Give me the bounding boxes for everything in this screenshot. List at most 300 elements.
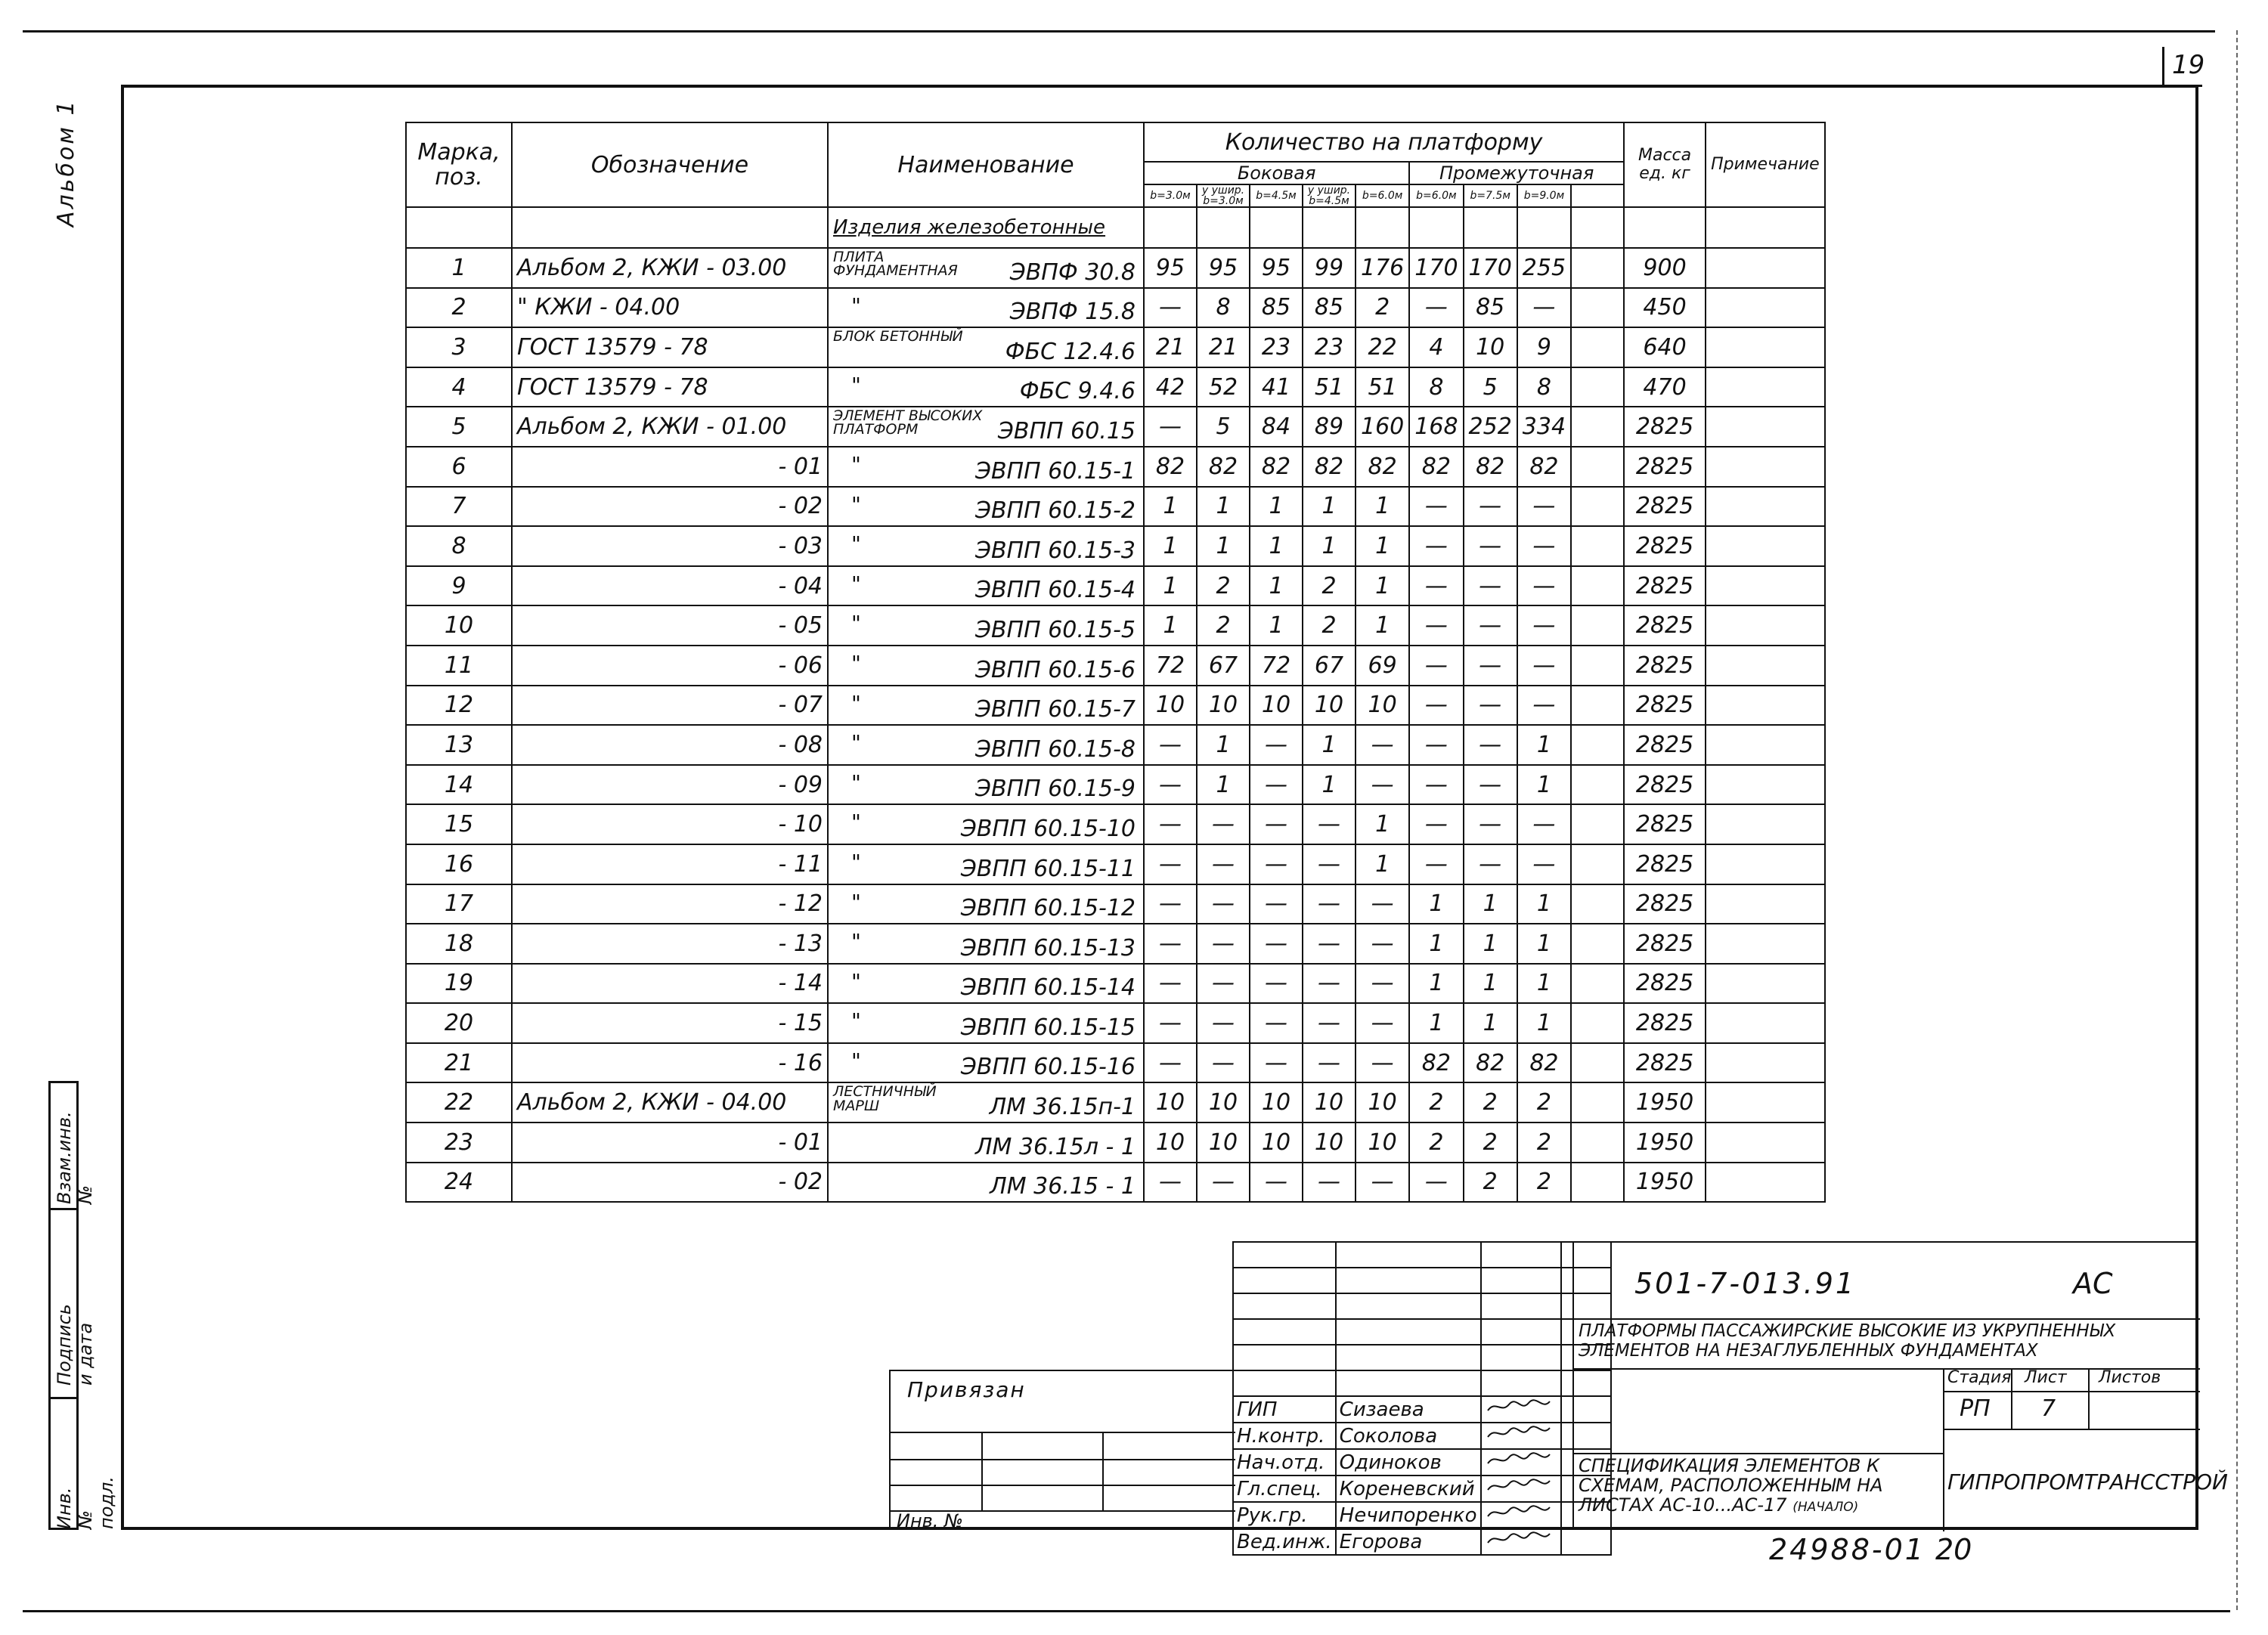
cell-quantity: — [1409,804,1463,844]
cell-quantity: 84 [1250,407,1303,447]
cell-quantity: 2 [1356,288,1409,328]
cell-designation: Альбом 2, КЖИ - 01.00 [512,407,828,447]
cell-quantity: 1 [1517,725,1571,765]
cell-empty [1571,686,1624,726]
header-mass: Масса ед. кг [1624,122,1706,207]
person-name: Одиноков [1336,1449,1481,1476]
name-prefix: " [851,571,861,596]
cell-quantity: 2 [1409,1123,1463,1163]
name-prefix: " [851,730,861,756]
cell-note [1706,1043,1825,1083]
cell-quantity: 1 [1464,1003,1517,1043]
name-designation: ЭВПП 60.15-6 [975,656,1136,683]
name-prefix: " [851,451,861,477]
cell-quantity: 1 [1464,884,1517,924]
signature-mark [1481,1502,1561,1528]
cell-quantity: — [1144,844,1197,884]
table-row [406,566,1825,606]
name-designation: ЭВПП 60.15 [997,417,1136,444]
cell-quantity: 95 [1250,248,1303,288]
person-name: Кореневский [1336,1476,1481,1502]
cell-mark: 24 [406,1163,512,1203]
signature-mark [1481,1476,1561,1502]
cell-quantity: 95 [1144,248,1197,288]
cell-quantity: 1 [1144,487,1197,527]
cell-quantity: 82 [1517,447,1571,487]
cell-quantity: — [1250,1003,1303,1043]
cell-mass: 2825 [1624,765,1706,805]
name-prefix: " [851,491,861,517]
cell-quantity: 85 [1303,288,1356,328]
left-stamp-strip [48,1081,117,1530]
cell-quantity: 85 [1464,288,1517,328]
signature-mark [1481,1423,1561,1449]
cell-quantity: — [1409,526,1463,566]
table-row [406,1043,1825,1083]
cell-quantity: — [1144,1163,1197,1203]
cell-quantity: 42 [1144,367,1197,407]
cell-mass: 2825 [1624,804,1706,844]
cell-quantity: 10 [1250,686,1303,726]
header-intermediate: Промежуточная [1409,162,1624,184]
table-row [406,924,1825,964]
role-label: ГИП [1233,1396,1336,1423]
cell-quantity: 10 [1356,686,1409,726]
footer-page: 20 [1935,1533,1972,1566]
signature-row [1233,1268,1611,1293]
signature-body [1233,1242,1611,1555]
cell-quantity: — [1144,288,1197,328]
cell-empty [1571,447,1624,487]
cell-quantity: 52 [1197,367,1250,407]
cell-mass: 2825 [1624,1003,1706,1043]
cell-name [828,725,1144,765]
cell-name [828,765,1144,805]
cell-mass: 2825 [1624,924,1706,964]
cell-quantity: — [1197,1163,1250,1203]
cell-mass: 2825 [1624,725,1706,765]
cell-name [828,288,1144,328]
cell-quantity: — [1250,884,1303,924]
blank-cell [1481,1345,1561,1370]
cell-designation: ГОСТ 13579 - 78 [512,367,828,407]
cell-quantity: 8 [1197,288,1250,328]
cell-note [1706,964,1825,1004]
blank-cell [1481,1319,1561,1345]
cell-quantity: — [1250,844,1303,884]
cell-quantity: — [1409,288,1463,328]
cell-quantity: — [1464,765,1517,805]
cell-empty [1571,844,1624,884]
cell-name [828,686,1144,726]
cell-quantity: — [1144,804,1197,844]
role-label: Нач.отд. [1233,1449,1336,1476]
name-prefix: ЛЕСТНИЧНЫЙ МАРШ [833,1083,937,1114]
cell-quantity: — [1197,1003,1250,1043]
signature-row [1233,1476,1611,1502]
header-row-1 [406,122,1825,162]
cell-quantity: 252 [1464,407,1517,447]
cell-note [1706,924,1825,964]
stage-value: РП [1960,1395,1991,1422]
blank-cell [1233,1345,1336,1370]
name-prefix: " [851,849,861,875]
cell-empty [1571,407,1624,447]
cell-empty [1571,367,1624,407]
name-designation: ЭВПП 60.15-15 [960,1014,1136,1041]
cell-mark: 1 [406,248,512,288]
cell-quantity: 1 [1250,605,1303,646]
table-row [406,1003,1825,1043]
table-row [406,964,1825,1004]
cell-name [828,1082,1144,1123]
cell-quantity: — [1197,1043,1250,1083]
cell-quantity: — [1250,964,1303,1004]
cell-empty [1571,566,1624,606]
cell-quantity: 1 [1197,765,1250,805]
name-prefix: " [851,810,861,835]
cell-quantity: — [1464,686,1517,726]
cell-mark: 22 [406,1082,512,1123]
name-prefix: " [851,611,861,636]
cell-quantity: — [1464,646,1517,686]
cell-quantity: — [1517,487,1571,527]
sub-header: b=6.0м [1409,184,1463,207]
cell-designation: ГОСТ 13579 - 78 [512,327,828,367]
cell-mark: 20 [406,1003,512,1043]
signature-row [1233,1449,1611,1476]
cell-quantity: — [1409,605,1463,646]
cell-quantity: 23 [1250,327,1303,367]
cell-quantity: 2 [1197,566,1250,606]
cell-mass: 2825 [1624,526,1706,566]
name-designation: ЭВПП 60.15-8 [975,735,1136,763]
cell-designation: - 12 [512,884,828,924]
cell-note [1706,1003,1825,1043]
cell-empty [1571,1043,1624,1083]
cell-quantity: 10 [1356,1123,1409,1163]
cell-quantity: 5 [1464,367,1517,407]
cell-note [1706,526,1825,566]
sheet-label: Лист [2025,1368,2067,1387]
cell-quantity: — [1250,1163,1303,1203]
cell-quantity: 67 [1303,646,1356,686]
top-border-line [23,30,2215,33]
cell-note [1706,248,1825,288]
cell-quantity: 21 [1197,327,1250,367]
cell-quantity: 82 [1409,447,1463,487]
cell-quantity: — [1409,686,1463,726]
cell-mass: 2825 [1624,566,1706,606]
cell-quantity: 1 [1250,526,1303,566]
cell-quantity: 82 [1144,447,1197,487]
cell-quantity: 1 [1517,765,1571,805]
cell-quantity: — [1303,844,1356,884]
name-prefix: " [851,650,861,676]
cell-quantity: — [1356,1003,1409,1043]
cell-quantity: 82 [1409,1043,1463,1083]
cell-name [828,566,1144,606]
sheet-number: 19 [2172,50,2205,80]
cell-quantity: — [1356,964,1409,1004]
cell-mark: 19 [406,964,512,1004]
cell-quantity: 176 [1356,248,1409,288]
signature-row [1233,1370,1611,1396]
cell-quantity: 72 [1250,646,1303,686]
cell-quantity: 82 [1303,447,1356,487]
header-name: Наименование [828,122,1144,207]
cell-mass: 2825 [1624,605,1706,646]
cell-empty [1571,646,1624,686]
table-row [406,725,1825,765]
cell-empty [1571,924,1624,964]
header-side: Боковая [1144,162,1409,184]
inv-orig-label: Инв.№ подл. [54,1476,117,1529]
name-designation: ЭВПП 60.15-3 [975,537,1136,564]
name-designation: ЛМ 36.15л - 1 [974,1133,1136,1160]
cell-name [828,1163,1144,1203]
signature-row [1233,1319,1611,1345]
cell-note [1706,884,1825,924]
table-row [406,844,1825,884]
cell-note [1706,566,1825,606]
cell-mass: 2825 [1624,487,1706,527]
cell-designation: - 09 [512,765,828,805]
cell-quantity: 2 [1464,1163,1517,1203]
table-row [406,804,1825,844]
signature-row [1233,1242,1611,1268]
name-prefix: " [851,929,861,955]
cell-quantity: — [1250,765,1303,805]
cell-name [828,1123,1144,1163]
cell-quantity: 1 [1303,526,1356,566]
blank-cell [1481,1370,1561,1396]
role-label: Вед.инж. [1233,1528,1336,1555]
cell-mass: 2825 [1624,964,1706,1004]
cell-quantity: 2 [1464,1123,1517,1163]
cell-quantity: — [1303,1003,1356,1043]
cell-quantity: — [1303,804,1356,844]
cell-quantity: — [1517,288,1571,328]
cell-name [828,844,1144,884]
cell-mark: 9 [406,566,512,606]
cell-mark: 11 [406,646,512,686]
table-row [406,367,1825,407]
table-row [406,327,1825,367]
name-prefix: ПЛИТА ФУНДАМЕНТНАЯ [833,249,958,280]
cell-quantity: — [1303,964,1356,1004]
cell-quantity: 1 [1409,964,1463,1004]
name-designation: ЛМ 36.15 - 1 [990,1173,1136,1200]
cell-quantity: 1 [1356,605,1409,646]
cell-quantity: — [1144,765,1197,805]
sub-header: b=3.0м [1144,184,1197,207]
cell-quantity: 1 [1356,526,1409,566]
blank-cell [1481,1293,1561,1319]
cell-quantity: 89 [1303,407,1356,447]
cell-quantity: — [1356,1043,1409,1083]
blank-cell [1233,1242,1336,1268]
cell-quantity: 10 [1250,1082,1303,1123]
cell-designation: - 05 [512,605,828,646]
cell-empty [1571,1123,1624,1163]
header-note: Примечание [1706,122,1825,207]
name-prefix: " [851,1048,861,1073]
cell-quantity: — [1517,804,1571,844]
cell-mark: 17 [406,884,512,924]
blank-cell [1336,1319,1481,1345]
table-row [406,1123,1825,1163]
cell-empty [1571,487,1624,527]
blank-cell [1336,1345,1481,1370]
cell-quantity: — [1303,1043,1356,1083]
cell-designation: - 02 [512,487,828,527]
cell-quantity: 2 [1517,1082,1571,1123]
cell-mark: 18 [406,924,512,964]
doc-code: 501-7-013.91 [1634,1267,1857,1300]
cell-quantity: 95 [1197,248,1250,288]
cell-quantity: — [1197,884,1250,924]
blank-cell [1481,1268,1561,1293]
cell-name [828,487,1144,527]
name-prefix: ЭЛЕМЕНТ ВЫСОКИХ ПЛАТФОРМ [833,407,983,438]
cell-quantity: — [1250,804,1303,844]
signature-mark [1481,1449,1561,1476]
specification-table [405,122,1826,1203]
table-row [406,288,1825,328]
name-prefix: " [851,531,861,557]
name-designation: ФБС 9.4.6 [1019,378,1136,405]
cell-quantity: 10 [1197,1082,1250,1123]
cell-quantity: — [1144,924,1197,964]
cell-quantity: 82 [1250,447,1303,487]
signature-row [1233,1502,1611,1528]
cell-quantity: 82 [1356,447,1409,487]
cell-quantity: — [1409,487,1463,527]
stage-label: Стадия [1947,1368,2012,1387]
cell-quantity: 1 [1197,526,1250,566]
cell-quantity: 1 [1356,566,1409,606]
table-row [406,1163,1825,1203]
sheet-title [1579,1456,1938,1517]
role-label: Н.контр. [1233,1423,1336,1449]
cell-designation: - 14 [512,964,828,1004]
cell-quantity: 1 [1517,1003,1571,1043]
cell-mark: 3 [406,327,512,367]
cell-quantity: — [1464,605,1517,646]
cell-quantity: — [1356,924,1409,964]
cell-quantity: 85 [1250,288,1303,328]
cell-quantity: 1 [1464,924,1517,964]
cell-quantity: — [1409,566,1463,606]
cell-quantity: 10 [1197,686,1250,726]
cell-designation: - 02 [512,1163,828,1203]
cell-quantity: 9 [1517,327,1571,367]
cell-quantity: — [1464,804,1517,844]
blank-cell [1233,1268,1336,1293]
cell-name [828,646,1144,686]
cell-quantity: 99 [1303,248,1356,288]
cell-note [1706,725,1825,765]
cell-designation: - 04 [512,566,828,606]
cell-quantity: 8 [1517,367,1571,407]
cell-name [828,327,1144,367]
replace-inv-label: Взам.инв.№ [54,1111,96,1204]
cell-quantity: 1 [1517,884,1571,924]
cell-quantity: 1 [1250,566,1303,606]
cell-designation: - 15 [512,1003,828,1043]
name-designation: ЭВПП 60.15-4 [975,577,1136,604]
cell-designation: - 07 [512,686,828,726]
cell-quantity: — [1356,725,1409,765]
table-row [406,605,1825,646]
cell-mark: 12 [406,686,512,726]
name-designation: ЭВПП 60.15-9 [975,776,1136,803]
cell-note [1706,844,1825,884]
section-row [406,207,1825,248]
cell-note [1706,327,1825,367]
cell-quantity: 82 [1464,447,1517,487]
signature-scribble [1485,1423,1553,1443]
cell-designation: Альбом 2, КЖИ - 04.00 [512,1082,828,1123]
cell-quantity: — [1464,526,1517,566]
cell-quantity: 10 [1464,327,1517,367]
section-title: Изделия железобетонные [828,207,1144,248]
cell-designation: - 11 [512,844,828,884]
cell-quantity: — [1144,1003,1197,1043]
cell-quantity: 1 [1197,487,1250,527]
cell-quantity: 8 [1409,367,1463,407]
sheet-number-box [2162,47,2205,87]
cell-quantity: 10 [1303,686,1356,726]
cell-designation: - 16 [512,1043,828,1083]
cell-quantity: — [1303,924,1356,964]
organization: ГИПРОПРОМТРАНССТРОЙ [1947,1469,2228,1494]
cell-designation: Альбом 2, КЖИ - 03.00 [512,248,828,288]
cell-quantity: 67 [1197,646,1250,686]
name-designation: ЛМ 36.15п-1 [989,1094,1136,1121]
cell-quantity: — [1197,924,1250,964]
cell-mark: 15 [406,804,512,844]
blank-cell [1336,1242,1481,1268]
archive-number: 24988-01 [1769,1533,1926,1566]
cell-quantity: — [1144,725,1197,765]
header-mark: Марка, поз. [406,122,512,207]
cell-quantity: — [1144,884,1197,924]
bottom-border-line [23,1610,2230,1612]
cell-name [828,924,1144,964]
cell-quantity: — [1144,964,1197,1004]
signature-scribble [1485,1397,1553,1417]
cell-quantity: 1 [1144,566,1197,606]
cell-quantity: 72 [1144,646,1197,686]
cell-mass: 2825 [1624,844,1706,884]
cell-designation: - 10 [512,804,828,844]
cell-empty [1571,1082,1624,1123]
cell-quantity: 10 [1144,1082,1197,1123]
cell-note [1706,765,1825,805]
cell-empty [1571,526,1624,566]
cell-quantity: 1 [1517,924,1571,964]
sign-date-label: Подпись и дата [54,1304,96,1386]
cell-mark: 21 [406,1043,512,1083]
table-row [406,1082,1825,1123]
cell-mass: 470 [1624,367,1706,407]
name-designation: ЭВПП 60.15-1 [975,457,1136,485]
signature-row [1233,1528,1611,1555]
name-designation: ЭВПФ 15.8 [1009,299,1136,326]
name-prefix: " [851,293,861,318]
